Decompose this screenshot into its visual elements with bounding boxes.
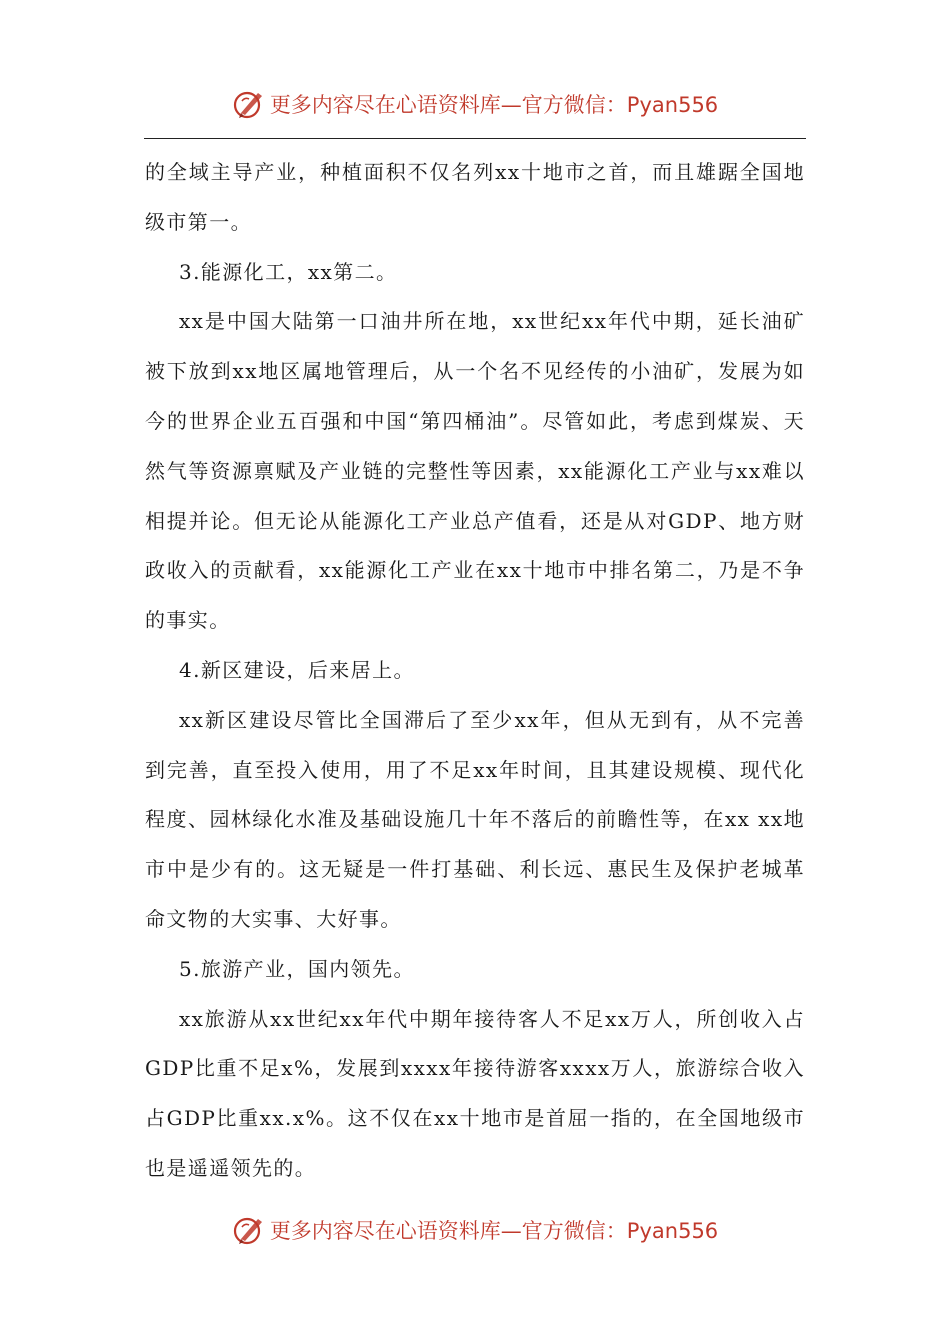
- footer-watermark-text: 更多内容尽在心语资料库—官方微信：Pyan556: [269, 1219, 719, 1243]
- pen-circle-logo-icon: [232, 1213, 266, 1247]
- paragraph: xx新区建设尽管比全国滞后了至少xx年，但从无到有，从不完善到完善，直至投入使用，用了不足xx年时间，且其建设规模、现代化程度、园林绿化水准及基础设施几十年不落后的前瞻性等，在xx xx地市中是少有的。这无疑是一件打基础、利长远、惠民生及保护老城革命文物的大实事、大好事。: [145, 707, 805, 931]
- paragraph: xx旅游从xx世纪xx年代中期年接待客人不足xx万人，所创收入占GDP比重不足x%，发展到xxxx年接待游客xxxx万人，旅游综合收入占GDP比重xx.x%。这不仅在xx十地市是首屈一指的，在全国地级市也是遥遥领先的。: [145, 1006, 805, 1180]
- section-heading: 5.旅游产业，国内领先。: [179, 956, 415, 981]
- section-heading: 4.新区建设，后来居上。: [179, 657, 415, 682]
- paragraph: 的全域主导产业，种植面积不仅名列xx十地市之首，而且雄踞全国地级市第一。: [145, 160, 805, 234]
- document-body: [145, 148, 805, 1194]
- footer-watermark: [0, 1210, 950, 1250]
- pen-circle-logo-icon: [232, 87, 266, 121]
- header-watermark: [0, 84, 950, 124]
- header-watermark-text: 更多内容尽在心语资料库—官方微信：Pyan556: [269, 93, 719, 117]
- paragraph: xx是中国大陆第一口油井所在地，xx世纪xx年代中期，延长油矿被下放到xx地区属地管理后，从一个名不见经传的小油矿，发展为如今的世界企业五百强和中国“第四桶油”。尽管如此，考虑到煤炭、天然气等资源禀赋及产业链的完整性等因素，xx能源化工产业与xx难以相提并论。但无论从能源化工产业总产值看，还是从对GDP、地方财政收入的贡献看，xx能源化工产业在xx十地市中排名第二，乃是不争的事实。: [145, 309, 805, 633]
- header-divider: [144, 138, 806, 139]
- section-heading: 3.能源化工，xx第二。: [179, 259, 398, 284]
